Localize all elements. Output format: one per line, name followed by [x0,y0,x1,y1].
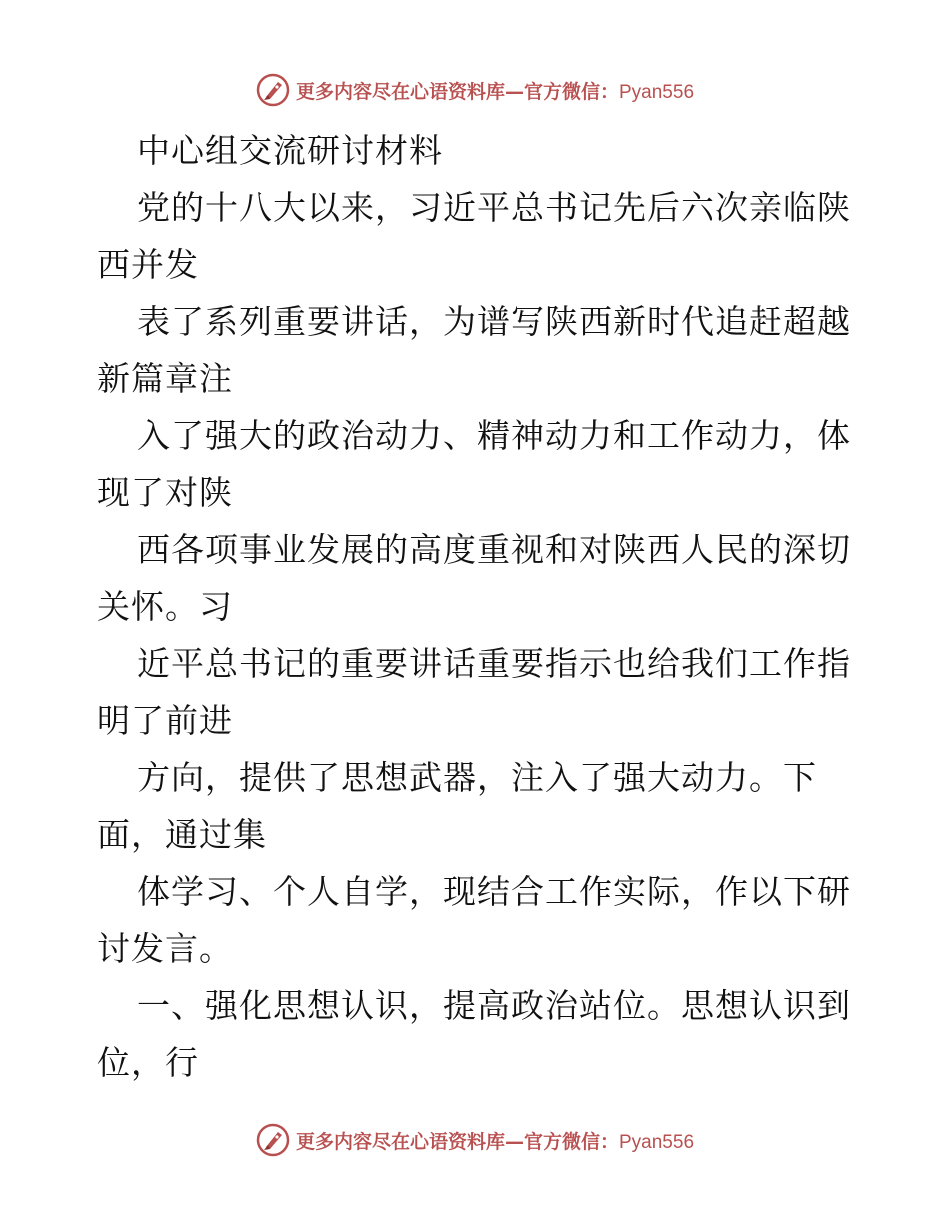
document-line: 明了前进 [97,701,233,740]
document-body [97,122,857,1091]
document-line: 一、强化思想认识，提高政治站位。思想认识到 [137,986,851,1025]
document-line: 面，通过集 [97,815,267,854]
header-watermark-banner [0,70,950,110]
document-line: 表了系列重要讲话，为谱写陕西新时代追赶超越 [137,302,851,341]
document-line: 体学习、个人自学，现结合工作实际，作以下研 [137,872,851,911]
banner-text [296,77,694,104]
document-line: 位，行 [97,1043,199,1082]
pen-nib-logo-icon [256,1123,290,1157]
banner-wechat-id: Pyan556 [619,1131,695,1153]
banner-caption: 更多内容尽在心语资料库—官方微信： [295,80,619,103]
document-line: 西各项事业发展的高度重视和对陕西人民的深切 [137,530,851,569]
banner-text [296,1127,694,1154]
document-line: 党的十八大以来，习近平总书记先后六次亲临陕 [137,188,851,227]
footer-watermark-banner [0,1120,950,1160]
banner-wechat-id: Pyan556 [619,81,695,103]
document-line: 讨发言。 [97,929,233,968]
document-line: 近平总书记的重要讲话重要指示也给我们工作指 [137,644,851,683]
document-line: 方向，提供了思想武器，注入了强大动力。下 [137,758,817,797]
document-line: 中心组交流研讨材料 [137,131,443,170]
document-line: 西并发 [97,245,199,284]
document-line: 现了对陕 [97,473,233,512]
pen-nib-logo-icon [256,73,290,107]
banner-caption: 更多内容尽在心语资料库—官方微信： [295,1130,619,1153]
document-line: 关怀。习 [97,587,233,626]
document-line: 新篇章注 [97,359,233,398]
document-line: 入了强大的政治动力、精神动力和工作动力，体 [137,416,851,455]
